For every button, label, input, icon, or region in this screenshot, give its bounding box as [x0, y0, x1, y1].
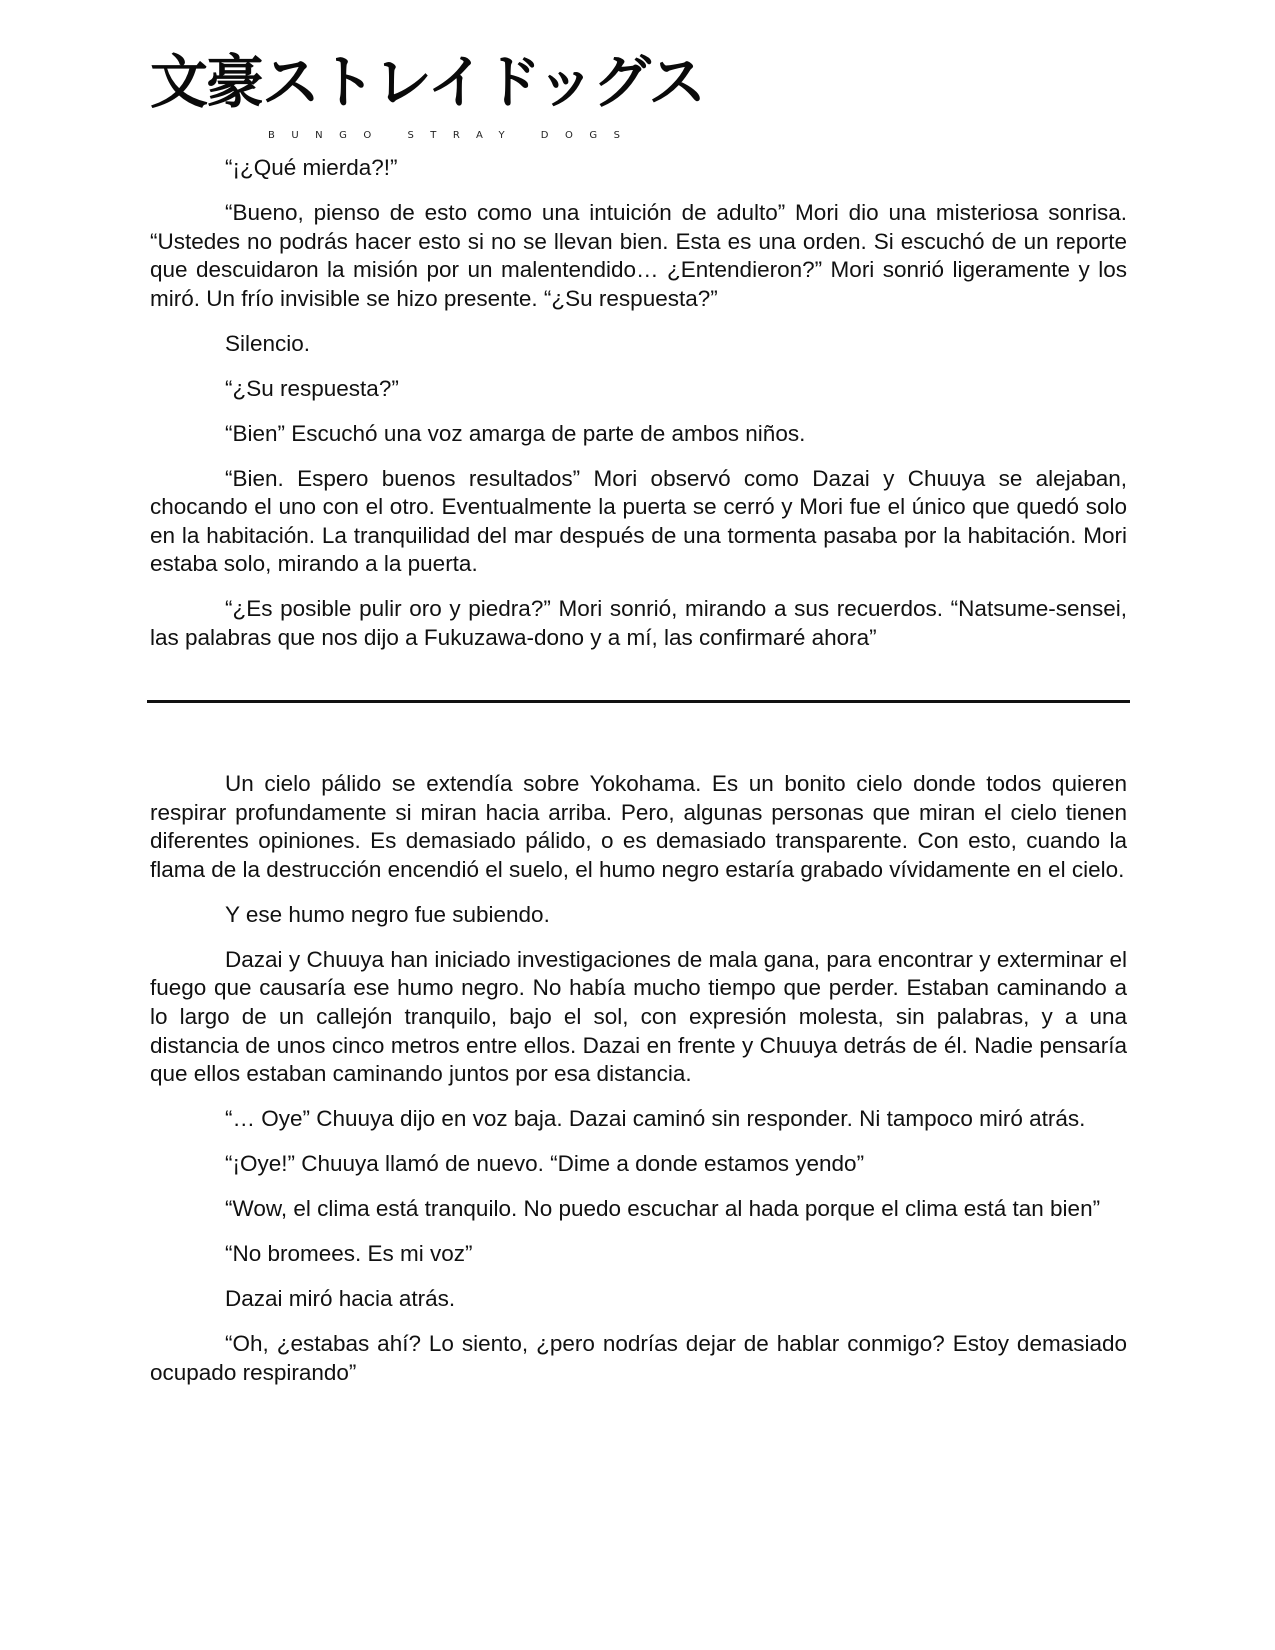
- bungo-stray-dogs-logo: [150, 48, 705, 141]
- section-two-text: [150, 770, 1127, 1404]
- paragraph: “No bromees. Es mi voz”: [225, 1241, 473, 1267]
- paragraph: “Wow, el clima está tranquilo. No puedo escuchar al hada porque el clima está tan bien”: [225, 1196, 1101, 1222]
- paragraph: Silencio.: [225, 330, 311, 356]
- paragraph: “¡¿Qué mierda?!”: [225, 155, 398, 180]
- paragraph: Dazai y Chuuya han iniciado investigaciones de mala gana, para encontrar y exterminar el fuego que causaría ese humo negro. No había mucho tiempo que perder. Estaban caminando a lo largo de un callejón tranquilo, bajo el sol, con expresión molesta, sin palabras, y a una distancia de unos cinco metros entre ellos. Dazai en frente y Chuuya detrás de él. Nadie pensaría que ellos estaban caminando juntos por esa distancia.: [150, 946, 1127, 1087]
- paragraph: “… Oye” Chuuya dijo en voz baja. Dazai caminó sin responder. Ni tampoco miró atrás.: [225, 1106, 1086, 1132]
- paragraph: “Bueno, pienso de esto como una intuición de adulto” Mori dio una misteriosa sonrisa. “Ustedes no podrás hacer esto si no se llevan bien. Esta es una orden. Si escuchó de un reporte que descuidaron la misión por un malentendido… ¿Entendieron?” Mori sonrió ligeramente y los miró. Un frío invisible se hizo presente. “¿Su respuesta?”: [150, 199, 1127, 311]
- paragraph: “¿Es posible pulir oro y piedra?” Mori sonrió, mirando a sus recuerdos. “Natsume-sensei, las palabras que nos dijo a Fukuzawa-dono y a mí, las confirmaré ahora”: [150, 596, 1127, 651]
- paragraph: “¡Oye!” Chuuya llamó de nuevo. “Dime a donde estamos yendo”: [225, 1151, 865, 1177]
- section-one-text: [150, 154, 1127, 669]
- section-divider: [147, 700, 1130, 703]
- paragraph: “Bien. Espero buenos resultados” Mori observó como Dazai y Chuuya se alejaban, chocando el uno con el otro. Eventualmente la puerta se cerró y Mori fue el único que quedó solo en la habitación. La tranquilidad del mar después de una tormenta pasaba por la habitación. Mori estaba solo, mirando a la puerta.: [150, 465, 1127, 577]
- paragraph: Y ese humo negro fue subiendo.: [225, 901, 550, 927]
- paragraph: “Bien” Escuchó una voz amarga de parte de ambos niños.: [225, 420, 806, 446]
- logo-japanese-title: 文豪ストレイドッグス: [150, 48, 705, 116]
- paragraph: Dazai miró hacia atrás.: [225, 1286, 456, 1312]
- logo-english-subtitle: BUNGO STRAY DOGS: [268, 130, 637, 141]
- paragraph: “¿Su respuesta?”: [225, 375, 399, 401]
- paragraph: “Oh, ¿estabas ahí? Lo siento, ¿pero nodrías dejar de hablar conmigo? Estoy demasiado ocupado respirando”: [150, 1331, 1127, 1385]
- paragraph: Un cielo pálido se extendía sobre Yokohama. Es un bonito cielo donde todos quieren respirar profundamente si miran hacia arriba. Pero, algunas personas que miran el cielo tienen diferentes opiniones. Es demasiado pálido, o es demasiado transparente. Con esto, cuando la flama de la destrucción encendió el suelo, el humo negro estaría grabado vívidamente en el cielo.: [150, 771, 1127, 882]
